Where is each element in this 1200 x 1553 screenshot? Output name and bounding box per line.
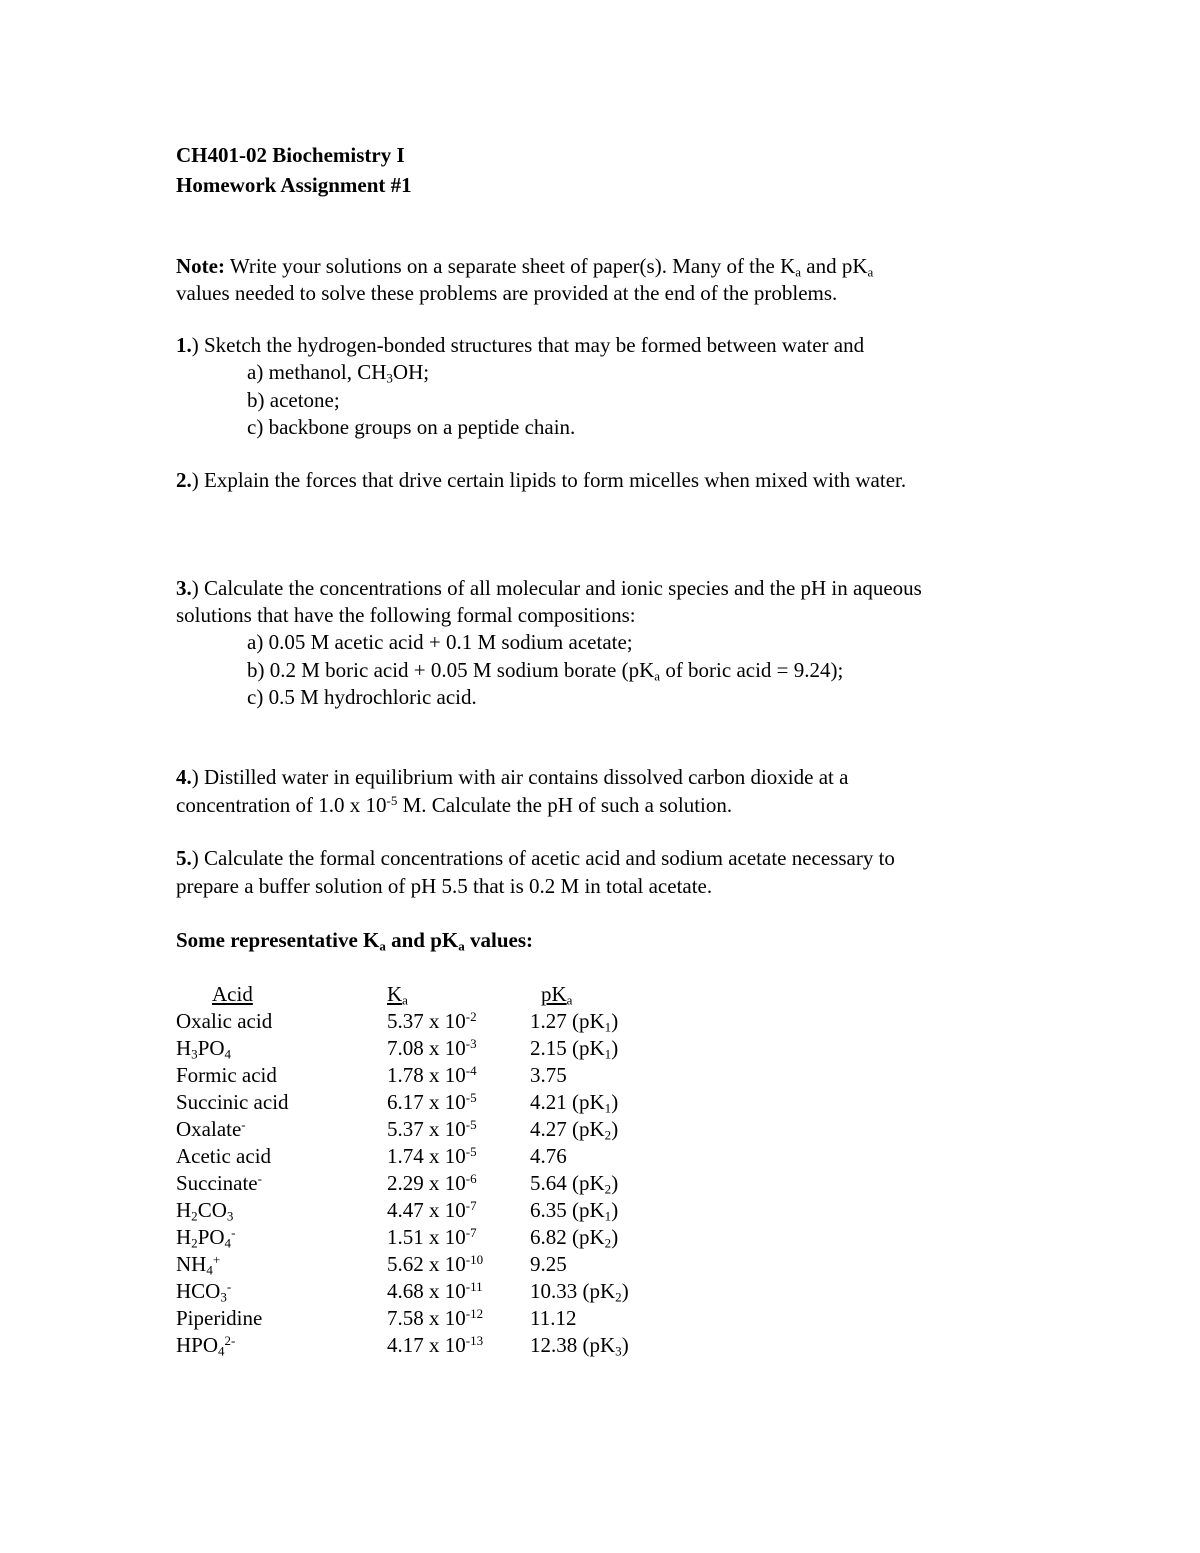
ka-exponent: -11 [465,1278,483,1294]
table-row [0,1197,1200,1227]
acid-sup: - [226,1278,232,1294]
table-row [0,1143,1200,1173]
ka-exponent: -5 [465,1089,477,1105]
question-3 [176,578,922,599]
q4-pre: concentration of 1.0 x 10 [176,793,387,817]
ka-exponent: -13 [465,1332,484,1348]
ka-cell [387,1278,483,1303]
pk-end: ) [621,1279,629,1303]
acid-cell [176,1036,232,1062]
pk-end: ) [611,1198,619,1222]
pka-cell [530,1009,619,1035]
table-row [0,1170,1200,1200]
pk-end: ) [611,1090,619,1114]
pk-label: (pK [566,1171,605,1195]
question-2-text: ) Explain the forces that drive certain lipids to form micelles when mixed with water. [191,468,907,492]
note-text-a: Write your solutions on a separate sheet of paper(s). Many of the K [224,254,796,278]
ka-mantissa: 7.58 x 10 [387,1306,466,1330]
ka-mantissa: 6.17 x 10 [387,1090,466,1114]
ka-mantissa: 4.17 x 10 [387,1333,466,1357]
ka-cell [387,1089,477,1114]
th-pre: Some representative K [176,928,380,952]
pk-sub: 2 [604,1181,612,1197]
pk-sub: 1 [604,1208,612,1224]
pka-value: 2.15 [530,1036,567,1060]
pka-cell [530,1225,619,1251]
th-mid: and pK [385,928,459,952]
question-4-number: 4. [176,765,192,789]
ka-mantissa: 1.78 x 10 [387,1063,466,1087]
col-ka-sub: a [402,992,408,1008]
acid-cell [176,1332,236,1359]
ka-exponent: -12 [465,1305,484,1321]
table-row [0,1035,1200,1065]
pk-sub: 1 [604,1046,612,1062]
table-row [0,1089,1200,1119]
note-line-1 [176,254,874,280]
table-row [0,1224,1200,1254]
pka-value: 4.27 [530,1117,567,1141]
pka-value: 4.21 [530,1090,567,1114]
q4-sup: -5 [386,792,398,808]
table-row [0,1332,1200,1362]
acid-cell [176,1116,246,1141]
ka-cell [387,1035,477,1060]
col-pka-header [541,982,573,1008]
q1a-sub: 3 [386,370,393,386]
pka-value: 1.27 [530,1009,567,1033]
ka-mantissa: 1.51 x 10 [387,1225,466,1249]
question-1-b: b) acetone; [247,388,340,412]
pka-value: 9.25 [530,1252,567,1276]
note-text-b: and pK [801,254,868,278]
acid-name: H [176,1198,192,1222]
acid-sup: - [257,1170,262,1186]
acid-sup: - [241,1116,246,1132]
pka-cell [530,1308,576,1329]
pk-end: ) [611,1009,619,1033]
acid-name: HCO [176,1279,221,1303]
ka-cell [387,1332,484,1357]
note-label: Note: [176,254,225,278]
question-2-number: 2. [176,468,192,492]
ka-mantissa: 7.08 x 10 [387,1036,466,1060]
assignment-title: Homework Assignment #1 [176,173,412,197]
th-post: values: [464,928,534,952]
pk-label: (pK [577,1279,616,1303]
pk-end: ) [621,1333,629,1357]
acid-name: Succinate [176,1171,258,1195]
ka-exponent: -3 [465,1035,477,1051]
acid-name: Piperidine [176,1306,263,1330]
ka-mantissa: 4.68 x 10 [387,1279,466,1303]
acid-mid: PO [197,1036,225,1060]
pka-cell [530,1117,619,1143]
ka-cell [387,1305,484,1330]
pka-value: 12.38 [530,1333,578,1357]
table-heading [176,928,534,954]
q3b-post: of boric acid = 9.24); [660,658,844,682]
pk-end: ) [611,1117,619,1141]
pk-sub: 1 [604,1100,612,1116]
ka-mantissa: 4.47 x 10 [387,1198,466,1222]
pka-cell [530,1333,629,1359]
acid-name: Succinic acid [176,1090,289,1114]
pka-cell [530,1065,567,1086]
acid-sub2: 3 [226,1208,234,1224]
acid-sub1: 2 [191,1235,198,1251]
acid-name: H [176,1225,192,1249]
pka-cell [530,1198,619,1224]
ka-cell [387,1116,477,1141]
pk-sub: 2 [604,1235,612,1251]
ka-cell [387,1008,477,1033]
acid-name: HPO [176,1333,219,1357]
ka-exponent: -4 [465,1062,477,1078]
pka-cell [530,1090,619,1116]
pk-label: (pK [566,1225,605,1249]
table-row [0,1305,1200,1335]
acid-mid: CO [197,1198,227,1222]
table-row [0,1008,1200,1038]
acid-cell [176,1146,271,1167]
question-1 [176,335,864,356]
pka-value: 3.75 [530,1063,567,1087]
acid-cell [176,1251,221,1278]
pk-label: (pK [566,1090,605,1114]
pka-cell [530,1254,567,1275]
pk-label: (pK [566,1036,605,1060]
pka-value: 5.64 [530,1171,567,1195]
ka-cell [387,1170,477,1195]
acid-sub2: 4 [224,1046,232,1062]
acid-sup: + [212,1251,221,1267]
course-title: CH401-02 Biochemistry I [176,143,405,167]
th-sub1: a [379,938,386,954]
ka-mantissa: 1.74 x 10 [387,1144,466,1168]
pka-cell [530,1146,567,1167]
acid-sup: 2- [224,1332,236,1348]
ka-exponent: -10 [465,1251,484,1267]
note-sub: a [795,264,802,280]
pk-label: (pK [566,1009,605,1033]
ka-cell [387,1224,477,1249]
q3b-pre: b) 0.2 M boric acid + 0.05 M sodium borate (pK [247,658,655,682]
pk-sub: 1 [604,1019,612,1035]
pk-end: ) [611,1036,619,1060]
q1a-pre: a) methanol, CH [247,360,387,384]
note-line-2: values needed to solve these problems are provided at the end of the problems. [176,281,838,305]
table-row [0,1116,1200,1146]
pk-label: (pK [577,1333,616,1357]
acid-name: Oxalate [176,1117,242,1141]
pk-end: ) [611,1225,619,1249]
ka-cell [387,1143,477,1168]
acid-cell [176,1198,234,1224]
pka-value: 10.33 [530,1279,578,1303]
question-1-text: ) Sketch the hydrogen-bonded structures that may be formed between water and [191,333,865,357]
col-acid-header: Acid [212,982,253,1006]
pka-cell [530,1171,619,1197]
acid-name: NH [176,1252,207,1276]
q4-post: M. Calculate the pH of such a solution. [397,793,733,817]
q3b-sub: a [654,668,661,684]
col-ka-header [387,982,408,1008]
ka-exponent: -5 [465,1143,477,1159]
acid-cell [176,1224,236,1251]
question-5-text: ) Calculate the formal concentrations of acetic acid and sodium acetate necessary to [191,846,895,870]
question-2 [176,470,906,491]
pk-sub: 3 [615,1343,622,1359]
question-5-number: 5. [176,846,192,870]
acid-sub1: 3 [220,1289,227,1305]
question-5 [176,848,895,869]
acid-name: Formic acid [176,1063,277,1087]
acid-sub2: 4 [224,1235,232,1251]
acid-cell [176,1011,272,1032]
col-pka-text: pK [541,982,567,1006]
acid-mid: PO [197,1225,225,1249]
question-4-text: ) Distilled water in equilibrium with air contains dissolved carbon dioxide at a [191,765,849,789]
acid-sup: - [231,1224,236,1240]
pka-value: 6.35 [530,1198,567,1222]
question-4 [176,767,848,788]
pka-value: 11.12 [530,1306,577,1330]
question-5-text-2: prepare a buffer solution of pH 5.5 that is 0.2 M in total acetate. [176,874,713,898]
ka-exponent: -5 [465,1116,477,1132]
pk-label: (pK [566,1117,605,1141]
ka-cell [387,1251,484,1276]
ka-cell [387,1062,477,1087]
question-1-c: c) backbone groups on a peptide chain. [247,415,576,439]
table-row [0,1062,1200,1092]
acid-sub1: 2 [191,1208,198,1224]
th-sub2: a [458,938,465,954]
ka-exponent: -7 [465,1224,477,1240]
table-row [0,1251,1200,1281]
pk-end: ) [611,1171,619,1195]
ka-exponent: -2 [465,1008,477,1024]
question-1-number: 1. [176,333,192,357]
pka-cell [530,1279,629,1305]
acid-sub1: 3 [191,1046,198,1062]
ka-cell [387,1197,477,1222]
note-sub2: a [867,264,874,280]
pka-value: 4.76 [530,1144,567,1168]
acid-sub1: 4 [218,1343,225,1359]
col-ka-text: K [387,982,403,1006]
ka-mantissa: 5.37 x 10 [387,1009,466,1033]
table-row [0,1278,1200,1308]
acid-name: Oxalic acid [176,1009,273,1033]
ka-exponent: -6 [465,1170,477,1186]
question-3-number: 3. [176,576,192,600]
question-1-a [247,360,430,386]
pk-sub: 2 [615,1289,622,1305]
question-4-text-2 [176,792,733,817]
table-header-row [0,984,1200,1011]
ka-mantissa: 2.29 x 10 [387,1171,466,1195]
question-3-b [247,658,844,684]
acid-cell [176,1065,277,1086]
ka-exponent: -7 [465,1197,477,1213]
question-3-text: ) Calculate the concentrations of all molecular and ionic species and the pH in aqueous [191,576,922,600]
question-3-a: a) 0.05 M acetic acid + 0.1 M sodium acetate; [247,630,633,654]
pk-sub: 2 [604,1127,612,1143]
acid-cell [176,1308,262,1329]
acid-sub1: 4 [206,1262,213,1278]
pka-value: 6.82 [530,1225,567,1249]
question-3-text-2: solutions that have the following formal compositions: [176,603,636,627]
acid-cell [176,1278,232,1305]
acid-cell [176,1170,262,1195]
pka-cell [530,1036,619,1062]
ka-mantissa: 5.37 x 10 [387,1117,466,1141]
acid-name: H [176,1036,192,1060]
acid-cell [176,1092,289,1113]
pk-label: (pK [566,1198,605,1222]
q1a-post: OH; [392,360,430,384]
ka-mantissa: 5.62 x 10 [387,1252,466,1276]
col-pka-sub: a [566,992,573,1008]
question-3-c: c) 0.5 M hydrochloric acid. [247,685,477,709]
acid-name: Acetic acid [176,1144,272,1168]
